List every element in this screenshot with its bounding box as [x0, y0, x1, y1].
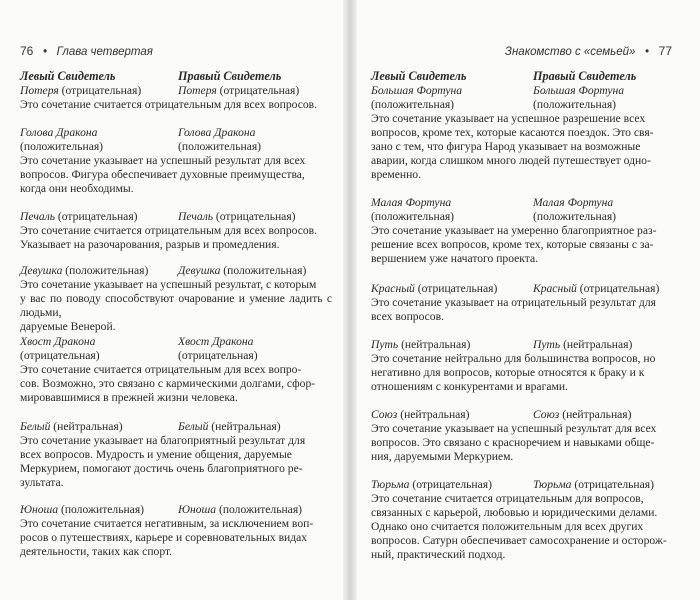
left-page-number: 76 [20, 44, 34, 58]
entry-right-figure: Юноша [178, 503, 217, 516]
entry-left-quality: (отрицательная) [20, 349, 100, 362]
entry-right-figure: Союз [533, 408, 560, 421]
entry-left-figure: Малая Фортуна [371, 196, 452, 209]
entry-pechal [20, 210, 332, 252]
right-header-bullet: • [645, 46, 650, 58]
entry-right-figure: Тюрьма [533, 478, 572, 491]
left-running-header [20, 44, 153, 58]
entry-golova-drakona [20, 126, 332, 196]
entry-malaya-fortuna [371, 196, 689, 266]
entry-description: Это сочетание указывает на успешный результат для всех вопросов. Фигура обеспечивает духовные преимущества, когда они необходимы. [20, 154, 306, 195]
entry-left-figure: Красный [371, 282, 415, 295]
entry-left-quality: (положительная) [62, 264, 149, 277]
entry-left-figure: Большая Фортуна [371, 84, 463, 97]
entry-left-figure: Потеря [20, 84, 59, 97]
entry-left-figure: Белый [20, 420, 51, 433]
entry-left-figure: Хвост Дракона [20, 335, 96, 348]
entry-description: Это сочетание указывает на умеренно благоприятное раз- решение всех вопросов, кроме тех, которые связаны с за- вершением уже начатого проекта. [371, 224, 657, 265]
entry-right-quality: (отрицательная) [576, 282, 660, 295]
entry-left-quality: (нейтральная) [398, 338, 471, 351]
entry-description: Это сочетание указывает на отрицательный результат для всех вопросов. [371, 296, 656, 323]
entry-krasnyi [371, 282, 689, 324]
right-running-header [505, 44, 672, 58]
entry-description: Это сочетание считается отрицательным для всех вопросов. [20, 98, 318, 111]
entry-right-figure: Печаль [178, 210, 214, 223]
entry-left-quality: (отрицательная) [55, 210, 138, 223]
entry-left-quality: (положительная) [58, 503, 145, 516]
entry-poterya [20, 84, 332, 112]
entry-left-figure: Голова Дракона [20, 126, 98, 139]
entry-right-figure: Большая Фортуна [533, 84, 625, 97]
left-witness-heading: Левый Свидетель [371, 69, 467, 83]
entry-bolshaya-fortuna [371, 84, 689, 182]
entry-right-quality: (отрицательная) [571, 478, 654, 491]
entry-right-figure: Потеря [178, 84, 217, 97]
entry-left-figure: Путь [371, 338, 399, 351]
entry-devushka [20, 264, 332, 334]
entry-description: Это сочетание указывает на успешное разрешение всех вопросов, кроме тех, которые касаются поездок. Это свя- зано с тем, что фигура Народ указывает на возможные аварии, когда слишком много людей путешествует одно- временно. [371, 112, 654, 181]
entry-description: Это сочетание указывает на успешный результат для всех вопросов. Это связано с красноречием и навыками обще- ния, даруемыми Меркурием. [371, 422, 657, 463]
entry-right-quality: (отрицательная) [178, 349, 258, 362]
entry-right-quality: (отрицательная) [216, 84, 300, 97]
entry-right-quality: (нейтральная) [559, 408, 632, 421]
entry-right-figure: Девушка [178, 264, 221, 277]
entry-left-figure: Девушка [20, 264, 63, 277]
entry-description: Это сочетание указывает на успешный результат, с которым у вас по поводу способствуют очарование и умение ладить с людьми, даруемые Венерой. [20, 278, 332, 333]
left-header-bullet: • [42, 46, 47, 58]
entry-soyuz [371, 408, 689, 464]
entry-left-quality: (отрицательная) [414, 282, 498, 295]
entry-left-figure: Тюрьма [371, 478, 410, 491]
entry-right-quality: (положительная) [178, 140, 262, 153]
entry-right-quality: (положительная) [533, 98, 617, 111]
right-witness-heading: Правый Свидетель [533, 69, 637, 83]
entry-description: Это сочетание нейтрально для большинства вопросов, но негативно для вопросов, которые относятся к браку и к отношениям с конкурентами и врагами. [371, 352, 656, 393]
entry-left-quality: (нейтральная) [397, 408, 470, 421]
entry-left-quality: (положительная) [371, 98, 455, 111]
left-page [0, 0, 345, 600]
entry-hvost-drakona [20, 335, 332, 405]
right-running-title: Знакомство с «семьей» [504, 46, 636, 58]
right-page-number: 77 [658, 44, 672, 58]
entry-left-quality: (положительная) [20, 140, 104, 153]
entry-right-quality: (отрицательная) [213, 210, 296, 223]
entry-right-figure: Малая Фортуна [533, 196, 614, 209]
left-witness-heading: Левый Свидетель [20, 69, 116, 83]
entry-right-figure: Белый [178, 420, 209, 433]
entry-description: Это сочетание указывает на благоприятный результат для всех вопросов. Мудрость и умение общения, даруемые Меркурием, помогают достичь очень благоприятного ре- зультата. [20, 434, 306, 489]
entry-right-figure: Путь [533, 338, 561, 351]
entry-description: Это сочетание считается негативным, за исключением воп- росов о путешествиях, карьере и соревновательных видах деятельности, таких как спорт. [20, 517, 314, 558]
entry-right-quality: (нейтральная) [208, 420, 281, 433]
left-running-title: Глава четвертая [56, 46, 153, 58]
entry-left-figure: Юноша [20, 503, 59, 516]
entry-left-quality: (положительная) [371, 210, 455, 223]
entry-left-quality: (нейтральная) [50, 420, 123, 433]
entry-description: Это сочетание считается отрицательным для вопросов, связанных с карьерой, любовью и юридическими делами. Однако оно считается положительным для всех других вопросов. Сатурн обеспечивает самосохранение и осторож- ный, практический подход. [371, 492, 667, 561]
entry-belyi [20, 420, 332, 490]
entry-right-figure: Красный [533, 282, 577, 295]
entry-left-quality: (отрицательная) [58, 84, 142, 97]
entry-description: Это сочетание считается отрицательным для всех вопросов. Указывает на разочарования, разрыв и промедления. [20, 224, 318, 251]
right-page [355, 0, 700, 600]
entry-yunosha [20, 503, 332, 559]
entry-tyurma [371, 478, 689, 562]
entry-left-quality: (отрицательная) [409, 478, 492, 491]
entry-right-quality: (нейтральная) [560, 338, 633, 351]
entry-put [371, 338, 689, 394]
right-witness-heading: Правый Свидетель [178, 69, 282, 83]
entry-right-quality: (положительная) [533, 210, 617, 223]
entry-left-figure: Союз [371, 408, 398, 421]
entry-right-quality: (положительная) [220, 264, 307, 277]
entry-right-quality: (положительная) [216, 503, 303, 516]
entry-description: Это сочетание считается отрицательным для всех вопро- сов. Возможно, это связано с кармическими долгами, сфор- мировавшимися в прежней жизни человека. [20, 363, 316, 404]
entry-right-figure: Голова Дракона [178, 126, 256, 139]
entry-right-figure: Хвост Дракона [178, 335, 254, 348]
entry-left-figure: Печаль [20, 210, 56, 223]
